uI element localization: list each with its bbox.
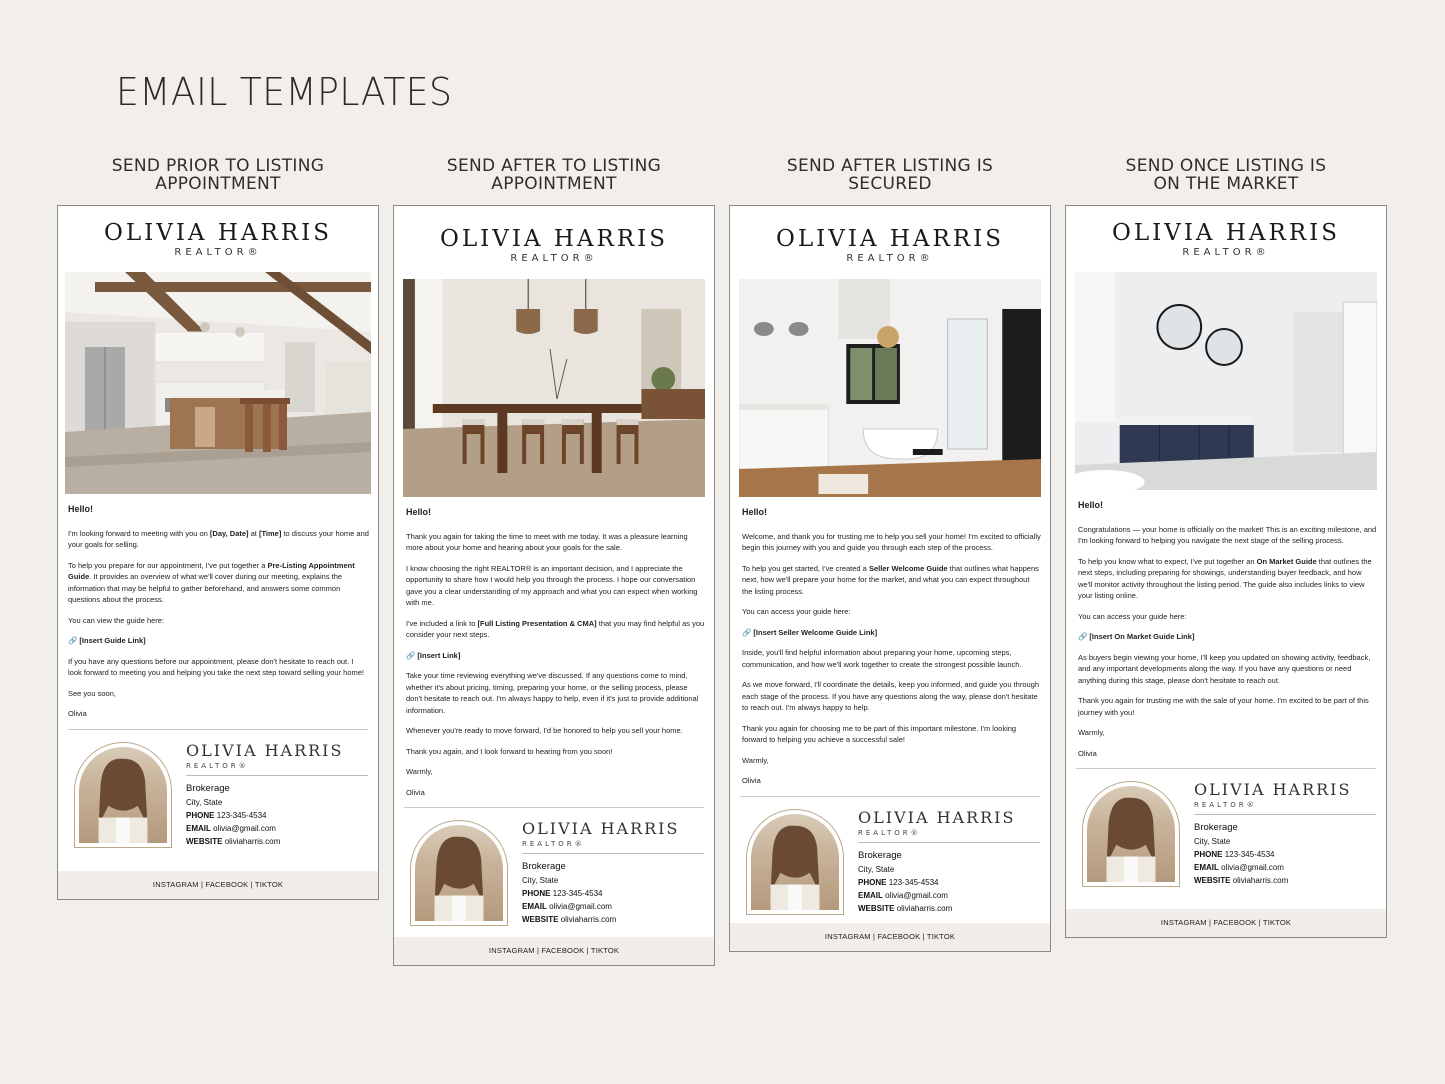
paragraph-5: Whenever you're ready to move forward, I'd be honored to help you sell your home. xyxy=(406,726,683,735)
greeting: Hello! xyxy=(1078,500,1104,510)
portrait-photo xyxy=(79,747,167,843)
column-heading-4: SEND ONCE LISTING IS ON THE MARKET xyxy=(1125,156,1327,194)
social-footer[interactable]: INSTAGRAM | FACEBOOK | TIKTOK xyxy=(1066,909,1386,937)
website-line: WEBSITE oliviaharris.com xyxy=(1194,876,1289,885)
sign-off-name: Olivia xyxy=(742,776,761,785)
brand-header xyxy=(394,206,714,264)
on-market-guide-link[interactable]: 🔗 [Insert On Market Guide Link] xyxy=(1078,632,1195,641)
brand-header xyxy=(730,206,1050,264)
paragraph-3: You can access your guide here: xyxy=(1078,611,1187,621)
paragraph-3: You can access your guide here: xyxy=(742,607,851,616)
vanity-bathroom-photo xyxy=(1075,272,1377,490)
paragraph-5: Thank you again for trusting me with the sale of your home. I'm excited to be part of this journey with you! xyxy=(1078,696,1369,717)
paragraph-4: As buyers begin viewing your home, I'll keep you updated on showing activity, feedback, and any important developments along the way. If you have any questions or need anything during this stage, please don't hesitate to reach out. xyxy=(1078,652,1371,685)
sign-off: Warmly, xyxy=(1078,728,1105,737)
email-line: EMAIL olivia@gmail.com xyxy=(1194,863,1284,872)
signature-name: OLIVIA HARRIS xyxy=(522,819,680,838)
phone-line: PHONE 123-345-4534 xyxy=(1194,850,1275,859)
brokerage: Brokerage xyxy=(522,861,566,872)
sign-off-name: Olivia xyxy=(68,709,87,718)
column-heading-3: SEND AFTER LISTING IS SECURED xyxy=(786,156,994,194)
website-line: WEBSITE oliviaharris.com xyxy=(186,836,281,846)
kitchen-photo xyxy=(65,272,371,494)
paragraph-2: To help you get started, I've created a Seller Welcome Guide that outlines what happens next, how we'll prepare your home for the market, and what you can expect throughout the listing process. xyxy=(742,563,1039,596)
paragraph-2: I know choosing the right REALTOR® is an important decision, and I appreciate the opportunity to share how I would help you through the process. I hope our conversation gave you a clear understanding of my approach and what you can expect when working with me. xyxy=(406,563,698,607)
dining-room-photo xyxy=(403,279,705,497)
email-body xyxy=(1066,490,1386,759)
paragraph-2: To help you know what to expect, I've put together an On Market Guide that outlines the next steps, including preparing for showings, understanding buyer feedback, and how we'll monitor activity throughout the listing period. The guide also includes links to view your listing online. xyxy=(1078,556,1372,600)
vanity-illustration xyxy=(1075,272,1377,490)
social-footer[interactable]: INSTAGRAM | FACEBOOK | TIKTOK xyxy=(394,937,714,965)
signature-info xyxy=(1194,781,1376,887)
email-body xyxy=(730,497,1050,787)
avatar xyxy=(410,820,508,926)
paragraph-5: See you soon, xyxy=(68,688,116,698)
column-heading-2: SEND AFTER TO LISTING APPOINTMENT xyxy=(446,156,662,194)
email-line: EMAIL olivia@gmail.com xyxy=(858,890,948,900)
email-template-card-4 xyxy=(1065,205,1387,938)
email-signature xyxy=(68,729,368,859)
avatar xyxy=(74,742,172,848)
paragraph-1: I'm looking forward to meeting with you on [Day, Date] at [Time] to discuss your home and your goals for selling. xyxy=(68,528,369,549)
location: City, State xyxy=(522,876,559,885)
signature-subtitle: REALTOR® xyxy=(858,827,1040,843)
brokerage: Brokerage xyxy=(858,849,902,861)
paragraph-6: Thank you again, and I look forward to hearing from you soon! xyxy=(406,746,613,756)
email-template-card-3 xyxy=(729,205,1051,952)
dining-illustration xyxy=(403,279,705,497)
social-footer[interactable]: INSTAGRAM | FACEBOOK | TIKTOK xyxy=(730,923,1050,951)
portrait-photo xyxy=(415,825,503,921)
email-signature xyxy=(404,807,704,937)
signature-name: OLIVIA HARRIS xyxy=(858,807,1016,827)
email-line: EMAIL olivia@gmail.com xyxy=(522,902,612,911)
greeting: Hello! xyxy=(742,507,768,517)
phone-line: PHONE 123-345-4534 xyxy=(186,810,267,820)
brand-header xyxy=(1066,206,1386,258)
brand-name: OLIVIA HARRIS xyxy=(1112,220,1340,246)
location: City, State xyxy=(858,864,895,874)
email-template-card-2 xyxy=(393,205,715,966)
guide-link[interactable]: 🔗 [Insert Guide Link] xyxy=(68,636,146,645)
email-line: EMAIL olivia@gmail.com xyxy=(186,823,276,833)
paragraph-2: To help you prepare for our appointment, I've put together a Pre-Listing Appointment Guide. It provides an overview of what we'll cover during our meeting, explains the information that may be helpful to gather beforehand, and answers some common questions about the process. xyxy=(68,560,355,604)
seller-guide-link[interactable]: 🔗 [Insert Seller Welcome Guide Link] xyxy=(742,627,878,637)
email-body xyxy=(394,497,714,798)
location: City, State xyxy=(186,797,223,807)
paragraph-1: Welcome, and thank you for trusting me to help you sell your home! I'm excited to officially begin this journey with you and guide you through each step of the process. xyxy=(742,531,1041,552)
brand-subtitle: REALTOR® xyxy=(510,253,598,264)
sign-off: Warmly, xyxy=(742,755,769,765)
paragraph-1: Congratulations — your home is officially on the market! This is an exciting milestone, and I'm looking forward to helping you navigate the next stage of the selling process. xyxy=(1078,524,1377,545)
brand-subtitle: REALTOR® xyxy=(1182,247,1270,258)
brand-subtitle: REALTOR® xyxy=(174,247,262,258)
social-footer[interactable]: INSTAGRAM | FACEBOOK | TIKTOK xyxy=(58,871,378,899)
brand-header xyxy=(58,206,378,258)
email-body xyxy=(58,494,378,720)
insert-link[interactable]: 🔗 [Insert Link] xyxy=(406,650,461,660)
column-heading-1: SEND PRIOR TO LISTING APPOINTMENT xyxy=(111,156,325,194)
brokerage: Brokerage xyxy=(186,782,230,794)
website-line: WEBSITE oliviaharris.com xyxy=(522,915,617,924)
signature-subtitle: REALTOR® xyxy=(1194,799,1376,815)
paragraph-3: I've included a link to [Full Listing Presentation & CMA] that you may find helpful as you consider your next steps. xyxy=(406,618,705,639)
portrait-photo xyxy=(1087,786,1175,882)
paragraph-4: Inside, you'll find helpful information about preparing your home, upcoming steps, communication, and how we'll work together to create the strongest possible launch. xyxy=(742,648,1022,669)
signature-subtitle: REALTOR® xyxy=(186,760,368,776)
signature-info xyxy=(858,809,1040,915)
paragraph-1: Thank you again for taking the time to meet with me today. It was a pleasure learning more about your home and hearing about your goals for the sale. xyxy=(406,531,688,552)
bathroom-illustration xyxy=(739,279,1041,497)
phone-line: PHONE 123-345-4534 xyxy=(522,889,603,898)
email-signature xyxy=(740,796,1040,926)
signature-info xyxy=(186,742,368,848)
signature-info xyxy=(522,820,704,926)
paragraph-4: Take your time reviewing everything we've discussed. If any questions come to mind, whether it's about pricing, timing, preparing your home, or the selling process, please don't hesitate to reach out. I'm always happy to help, even if it's just to provide additional information. xyxy=(406,671,699,715)
paragraph-5: As we move forward, I'll coordinate the details, keep you informed, and guide you through each stage of the process. If you have any questions along the way, please don't hesitate to reach out. I'm always happy to help. xyxy=(742,680,1040,712)
paragraph-6: Thank you again for choosing me to be part of this important milestone. I'm looking forward to helping you achieve a successful sale! xyxy=(742,723,1017,744)
brand-name: OLIVIA HARRIS xyxy=(776,226,1004,252)
sign-off-name: Olivia xyxy=(1078,748,1097,758)
portrait-photo xyxy=(751,814,839,910)
avatar xyxy=(1082,781,1180,887)
phone-line: PHONE 123-345-4534 xyxy=(858,877,939,887)
signature-subtitle: REALTOR® xyxy=(522,838,704,854)
brand-subtitle: REALTOR® xyxy=(846,253,934,264)
brand-name: OLIVIA HARRIS xyxy=(440,226,668,252)
greeting: Hello! xyxy=(68,504,94,514)
location: City, State xyxy=(1194,837,1231,846)
greeting: Hello! xyxy=(406,507,432,517)
brokerage: Brokerage xyxy=(1194,822,1238,833)
paragraph-3: You can view the guide here: xyxy=(68,615,165,625)
signature-name: OLIVIA HARRIS xyxy=(1194,780,1352,799)
paragraph-4: If you have any questions before our appointment, please don't hesitate to reach out. I look forward to meeting you and helping you take the next step toward selling your home! xyxy=(68,656,365,677)
bathroom-photo xyxy=(739,279,1041,497)
sign-off-name: Olivia xyxy=(406,787,425,797)
avatar xyxy=(746,809,844,915)
page-title: EMAIL TEMPLATES xyxy=(116,70,453,114)
sign-off: Warmly, xyxy=(406,767,433,776)
brand-name: OLIVIA HARRIS xyxy=(104,220,332,246)
website-line: WEBSITE oliviaharris.com xyxy=(858,903,953,913)
email-template-card-1 xyxy=(57,205,379,900)
email-signature xyxy=(1076,768,1376,898)
kitchen-illustration xyxy=(65,272,371,494)
signature-name: OLIVIA HARRIS xyxy=(186,740,344,760)
